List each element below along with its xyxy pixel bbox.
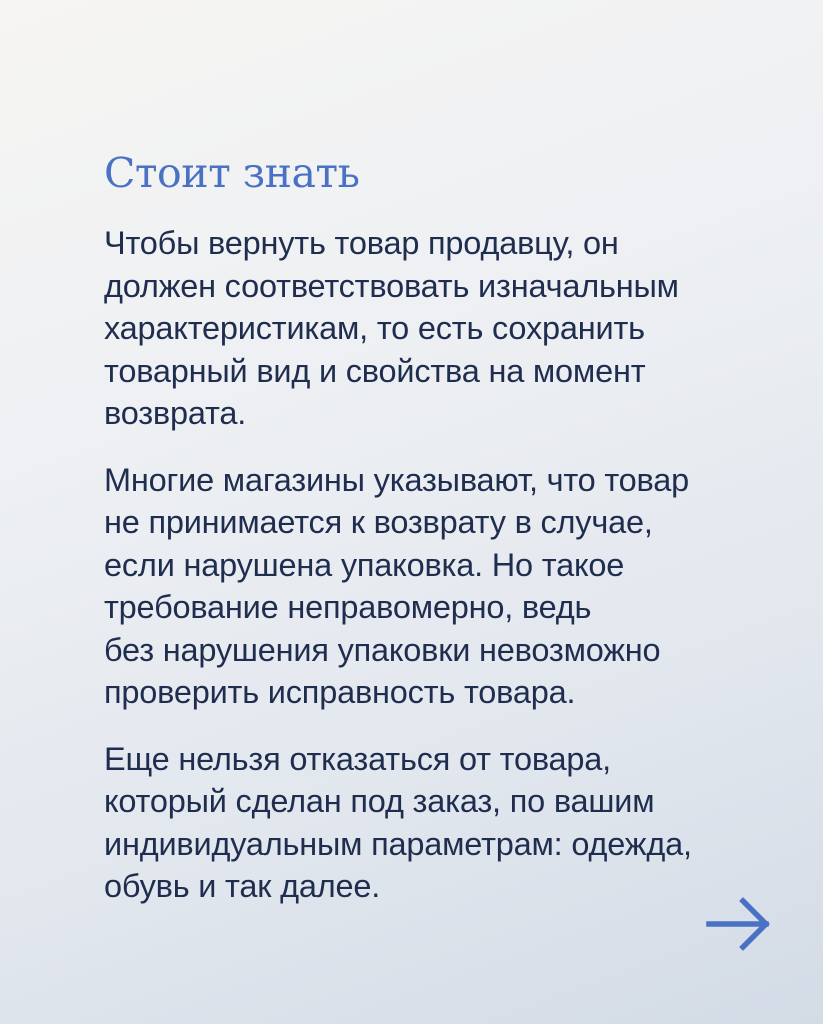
card-title: Стоит знать <box>104 149 360 197</box>
arrow-right-icon[interactable] <box>706 896 772 952</box>
text-line: обувь и так далее. <box>104 868 381 904</box>
text-line: должен соответствовать изначальным <box>104 267 679 304</box>
text-line: проверить исправность товара. <box>104 674 576 710</box>
paragraph-1 <box>104 222 784 435</box>
paragraph-2 <box>104 459 784 714</box>
text-line: индивидуальным параметрам: одежда, <box>104 825 692 862</box>
text-line: товарный вид и свойства на момент <box>104 352 646 389</box>
text-line: не принимается к возврату в случае, <box>104 504 653 540</box>
text-line: возврата. <box>104 395 247 431</box>
text-line: Еще нельзя отказаться от товара, <box>104 740 611 777</box>
text-line: требование неправомерно, ведь <box>104 589 592 625</box>
text-line: характеристикам, то есть сохранить <box>104 310 645 346</box>
text-line: без нарушения упаковки невозможно <box>104 631 661 668</box>
text-line: Многие магазины указывают, что товар <box>104 461 690 498</box>
text-line: если нарушена упаковка. Но такое <box>104 546 625 583</box>
card-body <box>104 222 784 932</box>
text-line: Чтобы вернуть товар продавцу, он <box>104 225 619 261</box>
text-line: который сделан под заказ, по вашим <box>104 783 655 819</box>
paragraph-3 <box>104 738 784 908</box>
